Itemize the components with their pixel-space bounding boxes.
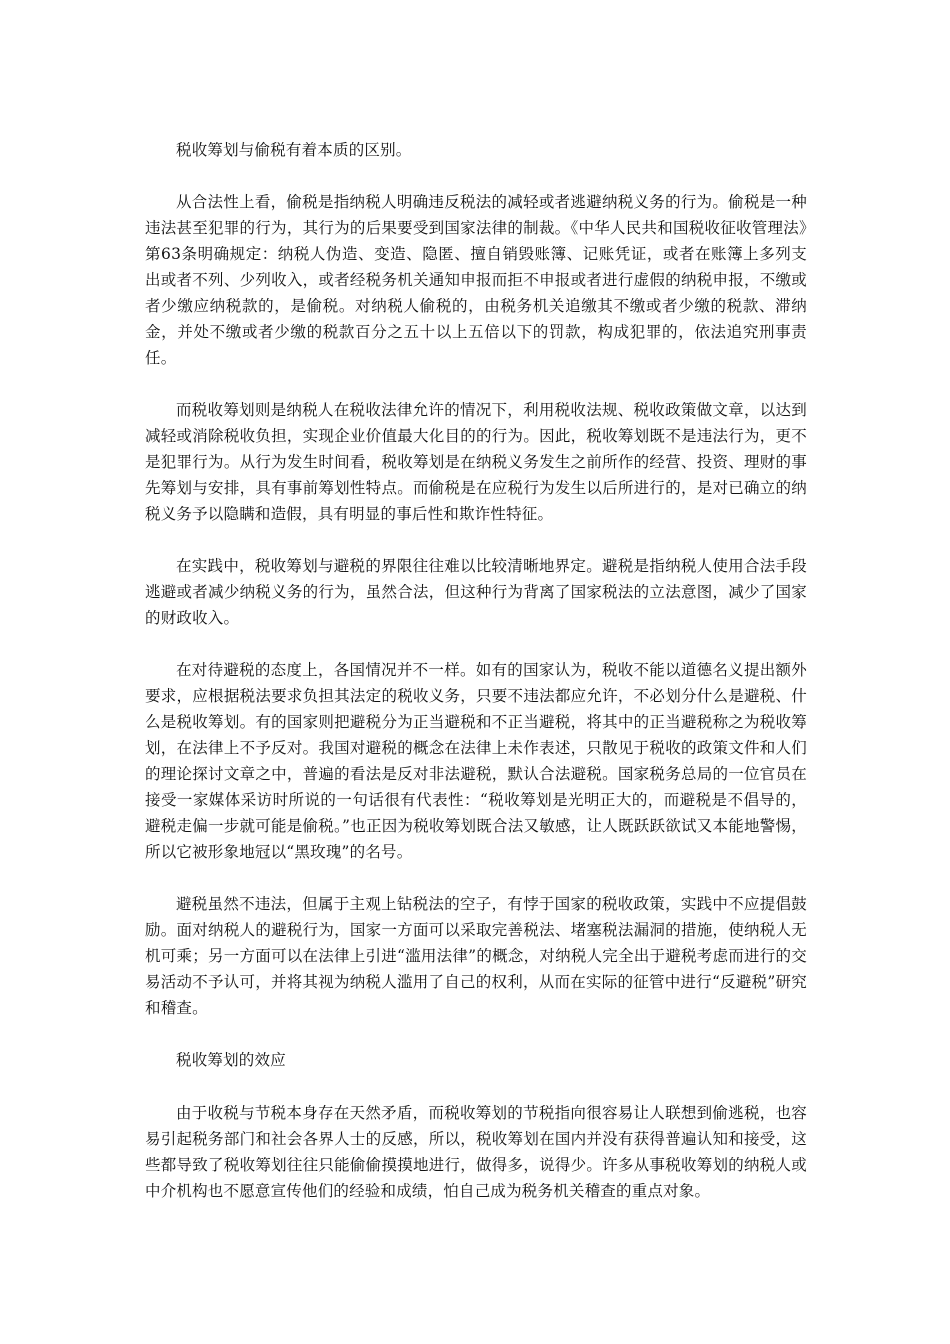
- paragraph-effects: 由于收税与节税本身存在天然矛盾，而税收筹划的节税指向很容易让人联想到偷逃税，也容易引起税务部门和社会各界人士的反感，所以，税收筹划在国内并没有获得普遍认知和接受，这些都导致了税收筹划往往只能偷偷摸摸地进行，做得多，说得少。许多从事税收筹划的纳税人或中介机构也不愿意宣传他们的经验和成绩，怕自己成为税务机关稽查的重点对象。: [145, 1104, 807, 1200]
- paragraph-tax-avoidance-boundary: 在实践中，税收筹划与避税的界限往往难以比较清晰地界定。避税是指纳税人使用合法手段逃避或者减少纳税义务的行为，虽然合法，但这种行为背离了国家税法的立法意图，减少了国家的财政收入。: [145, 557, 807, 627]
- document-body: [145, 137, 807, 1230]
- paragraph-anti-avoidance: 避税虽然不违法，但属于主观上钻税法的空子，有悖于国家的税收政策，实践中不应提倡鼓励。面对纳税人的避税行为，国家一方面可以采取完善税法、堵塞税法漏洞的措施，使纳税人无机可乘；另一方面可以在法律上引进“滥用法律”的概念，对纳税人完全出于避税考虑而进行的交易活动不予认可，并将其视为纳税人滥用了自己的权利，从而在实际的征管中进行“反避税”研究和稽查。: [145, 895, 807, 1017]
- paragraph-tax-evasion-legality: 从合法性上看，偷税是指纳税人明确违反税法的减轻或者逃避纳税义务的行为。偷税是一种违法甚至犯罪的行为，其行为的后果要受到国家法律的制裁。《中华人民共和国税收征收管理法》第63条明确规定：纳税人伪造、变造、隐匿、擅自销毁账簿、记账凭证，或者在账簿上多列支出或者不列、少列收入，或者经税务机关通知申报而拒不申报或者进行虚假的纳税申报，不缴或者少缴应纳税款的，是偷税。对纳税人偷税的，由税务机关追缴其不缴或者少缴的税款、滞纳金，并处不缴或者少缴的税款百分之五十以上五倍以下的罚款，构成犯罪的，依法追究刑事责任。: [145, 193, 807, 367]
- paragraph-tax-planning-definition: 而税收筹划则是纳税人在税收法律允许的情况下，利用税收法规、税收政策做文章，以达到减轻或消除税收负担，实现企业价值最大化目的的行为。因此，税收筹划既不是违法行为，更不是犯罪行为。从行为发生时间看，税收筹划是在纳税义务发生之前所作的经营、投资、理财的事先筹划与安排，具有事前筹划性特点。而偷税是在应税行为发生以后所进行的，是对已确立的纳税义务予以隐瞒和造假，具有明显的事后性和欺诈性特征。: [145, 401, 807, 523]
- section-heading-effects: 税收筹划的效应: [176, 1051, 286, 1069]
- paragraph-intro: 税收筹划与偷税有着本质的区别。: [176, 141, 412, 159]
- paragraph-national-attitudes: 在对待避税的态度上，各国情况并不一样。如有的国家认为，税收不能以道德名义提出额外要求，应根据税法要求负担其法定的税收义务，只要不违法都应允许，不必划分什么是避税、什么是税收筹划。有的国家则把避税分为正当避税和不正当避税，将其中的正当避税称之为税收筹划，在法律上不予反对。我国对避税的概念在法律上未作表述，只散见于税收的政策文件和人们的理论探讨文章之中，普遍的看法是反对非法避税，默认合法避税。国家税务总局的一位官员在接受一家媒体采访时所说的一句话很有代表性：“税收筹划是光明正大的，而避税是不倡导的，避税走偏一步就可能是偷税。”也正因为税收筹划既合法又敏感，让人既跃跃欲试又本能地警惕，所以它被形象地冠以“黑玫瑰”的名号。: [145, 661, 807, 861]
